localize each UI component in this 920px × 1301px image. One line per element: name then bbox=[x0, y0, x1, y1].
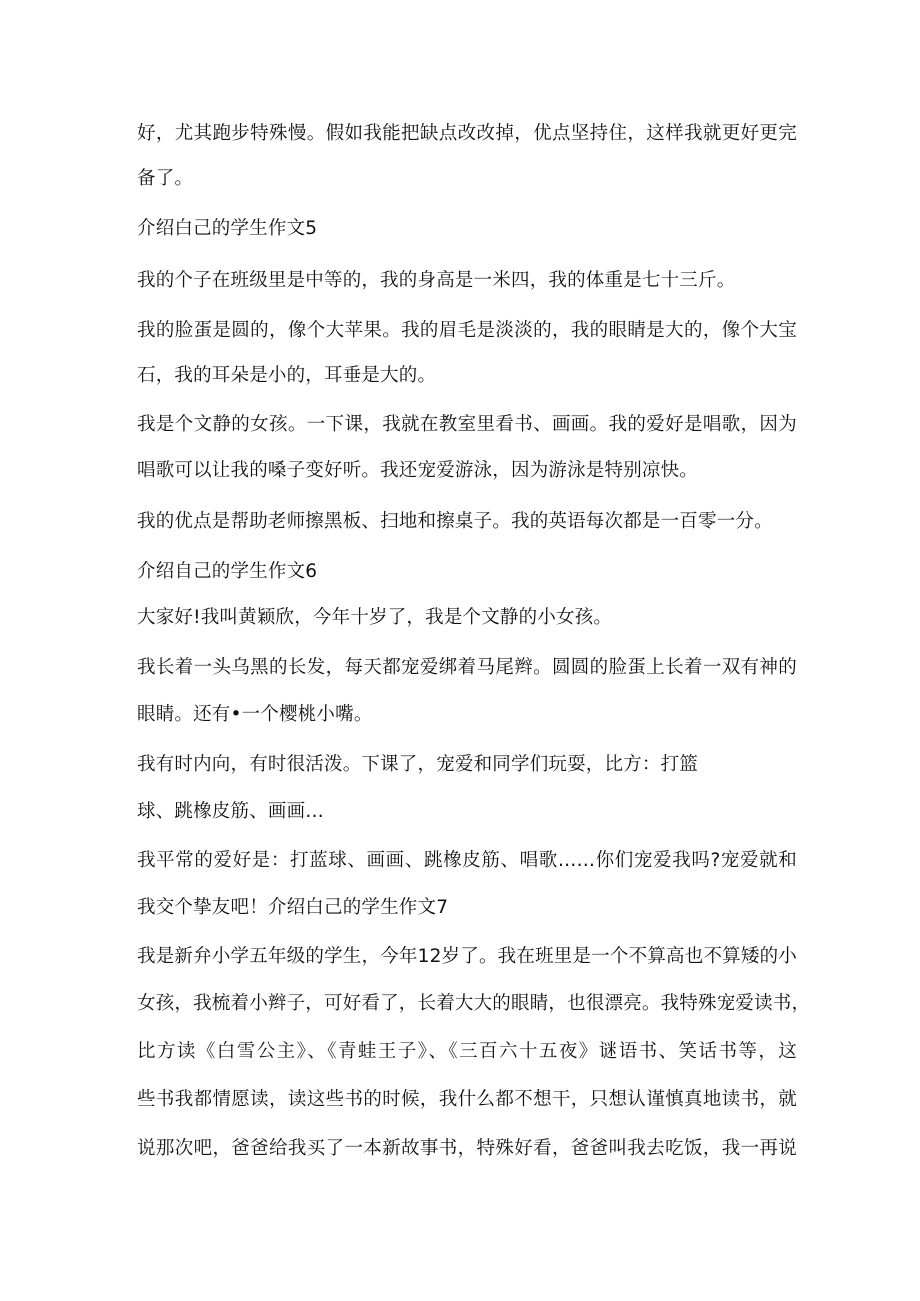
text-line: 我交个挚友吧！介绍白己的学生作文7 bbox=[137, 897, 449, 918]
section-heading: 介绍白己的学生作文5 bbox=[137, 218, 318, 239]
text-line: 备了。 bbox=[137, 168, 194, 189]
text-line: 我有时内向，有时很活泼。下课了，宠爱和同学们玩耍，比方：打篮 bbox=[137, 754, 699, 775]
text-line: 女孩，我梳着小辫子，可好看了，长着大大的眼睛，也很漂亮。我特殊宠爱读书， bbox=[137, 993, 811, 1014]
text-line: 球、跳橡皮筋、画画… bbox=[137, 801, 325, 822]
text-line: 我的个子在班级里是中等的，我的身高是一米四，我的体重是七十三斤。 bbox=[137, 270, 736, 291]
text-line: 些书我都情愿读，读这些书的时候，我什么都不想干，只想认谨慎真地读书，就 bbox=[137, 1089, 797, 1110]
section-heading: 介绍自己的学生作文6 bbox=[137, 561, 318, 582]
text-line: 比方读《白雪公主》、《青蛙王子》、《三百六十五夜》谜语书、笑话书等，这 bbox=[137, 1041, 797, 1062]
text-line: 我长着一头乌黑的长发，每天都宠爱绑着马尾辫。圆圆的脸蛋上长着一双有神的 bbox=[137, 657, 797, 678]
text-line: 大家好!我叫黄颖欣，今年十岁了，我是个文静的小女孩。 bbox=[137, 607, 613, 628]
text-line: 我是新弁小学五年级的学生，今年12岁了。我在班里是一个不算高也不算矮的小 bbox=[137, 946, 797, 967]
text-line: 说那次吧，爸爸给我买了一本新故事书，特殊好看，爸爸叫我去吃饭，我一再说 bbox=[137, 1138, 797, 1159]
text-line: 石，我的耳朵是小的，耳垂是大的。 bbox=[137, 365, 437, 386]
text-line: 我的脸蛋是圆的，像个大苹果。我的眉毛是淡淡的，我的眼睛是大的，像个大宝 bbox=[137, 320, 797, 341]
text-line: 我的优点是帮助老师擦黑板、扫地和擦桌子。我的英语每次都是一百零一分。 bbox=[137, 511, 773, 532]
text-line: 好，尤其跑步特殊慢。假如我能把缺点改改掉，优点坚持住，这样我就更好更完 bbox=[137, 123, 797, 144]
text-line: 我是个文静的女孩。一下课，我就在教室里看书、画画。我的爱好是唱歌，因为 bbox=[137, 414, 797, 435]
text-line: 眼睛。还有•一个樱桃小嘴。 bbox=[137, 704, 373, 725]
text-line: 我平常的爱好是：打蓝球、画画、跳橡皮筋、唱歌……你们宠爱我吗?宠爱就和 bbox=[137, 850, 797, 871]
text-line: 唱歌可以让我的嗓子变好听。我还宠爱游泳，因为游泳是特别凉快。 bbox=[137, 460, 699, 481]
